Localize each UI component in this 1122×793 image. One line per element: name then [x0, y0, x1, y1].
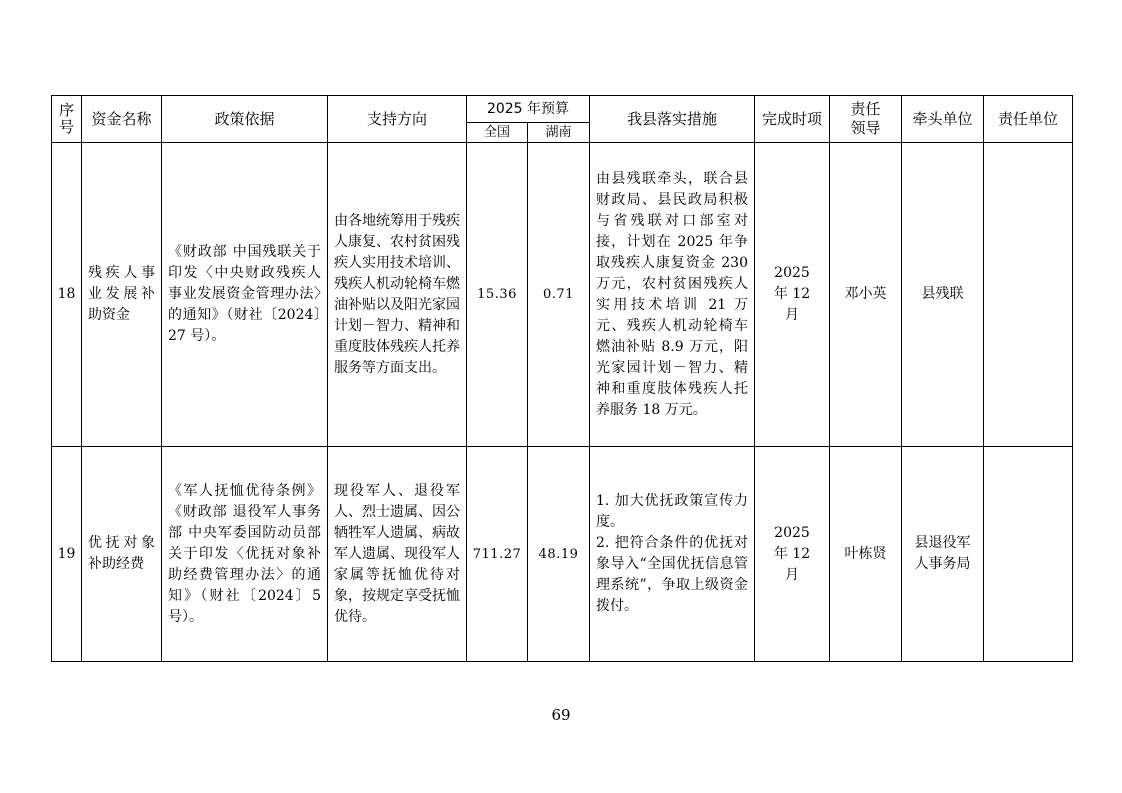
row-budget-national: 15.36 [467, 143, 528, 447]
table-row [52, 143, 1073, 447]
row-measures: 由县残联牵头，联合县财政局、县民政局积极与省残联对口部室对接，计划在 2025 年争取残疾人康复资金 230 万元，农村贫困残疾人实用技术培训 21 万元、残疾人机动轮椅车燃油补贴 8.9 万元，阳光家园计划－智力、精神和重度肢体残疾人托养服务 18 万元。 [590, 143, 755, 447]
row-fund-name: 残疾人事业发展补助资金 [82, 143, 162, 447]
header-budget-national: 全国 [467, 123, 528, 143]
row-lead-unit: 县残联 [902, 143, 984, 447]
header-budget: 2025 年预算 [467, 96, 590, 123]
header-direction: 支持方向 [328, 96, 467, 143]
row-leader: 邓小英 [830, 143, 902, 447]
row-fund-name: 优抚对象补助经费 [82, 447, 162, 662]
row-budget-national: 711.27 [467, 447, 528, 662]
header-deadline: 完成时项 [755, 96, 830, 143]
header-seq: 序号 [52, 96, 82, 143]
header-measures: 我县落实措施 [590, 96, 755, 143]
row-lead-unit [902, 447, 984, 662]
row-seq: 18 [52, 143, 82, 447]
page-number: 69 [551, 706, 571, 724]
row-direction: 由各地统筹用于残疾人康复、农村贫困残疾人实用技术培训、残疾人机动轮椅车燃油补贴以及阳光家园计划－智力、精神和重度肢体残疾人托养服务等方面支出。 [328, 143, 467, 447]
row-deadline-text: 2025 年 12 月 [773, 265, 811, 323]
header-fund-name: 资金名称 [82, 96, 162, 143]
row-budget-hunan: 48.19 [528, 447, 590, 662]
header-leader: 责任领导 [830, 96, 902, 143]
row-resp-unit [984, 447, 1073, 662]
fund-table [51, 95, 1073, 662]
row-policy: 《财政部 中国残联关于印发〈中央财政残疾人事业发展资金管理办法〉的通知》（财社〔2024〕27 号）。 [162, 143, 328, 447]
row-deadline-text: 2025 年 12 月 [773, 524, 811, 583]
header-resp-unit: 责任单位 [984, 96, 1073, 143]
row-deadline [755, 143, 830, 447]
header-policy: 政策依据 [162, 96, 328, 143]
row-measures-item-1: 1. 加大优抚政策宣传力度。 [596, 493, 748, 530]
row-budget-hunan: 0.71 [528, 143, 590, 447]
row-leader: 叶栋贤 [830, 447, 902, 662]
row-measures-item-2: 2. 把符合条件的优抚对象导入“全国优抚信息管理系统”，争取上级资金拨付。 [596, 535, 748, 614]
row-deadline [755, 447, 830, 662]
row-direction: 现役军人、退役军人、烈士遗属、因公牺牲军人遗属、病故军人遗属、现役军人家属等抚恤优待对象，按规定享受抚恤优待。 [328, 447, 467, 662]
row-lead-unit-text: 县退役军人事务局 [914, 535, 971, 572]
row-measures [590, 447, 755, 662]
row-policy: 《军人抚恤优待条例》《财政部 退役军人事务部 中央军委国防动员部关于印发〈优抚对象补助经费管理办法〉的通知》（财社〔2024〕5 号）。 [162, 447, 328, 662]
header-budget-hunan: 湖南 [528, 123, 590, 143]
row-seq: 19 [52, 447, 82, 662]
table-row [52, 447, 1073, 662]
header-lead-unit: 牵头单位 [902, 96, 984, 143]
row-resp-unit [984, 143, 1073, 447]
